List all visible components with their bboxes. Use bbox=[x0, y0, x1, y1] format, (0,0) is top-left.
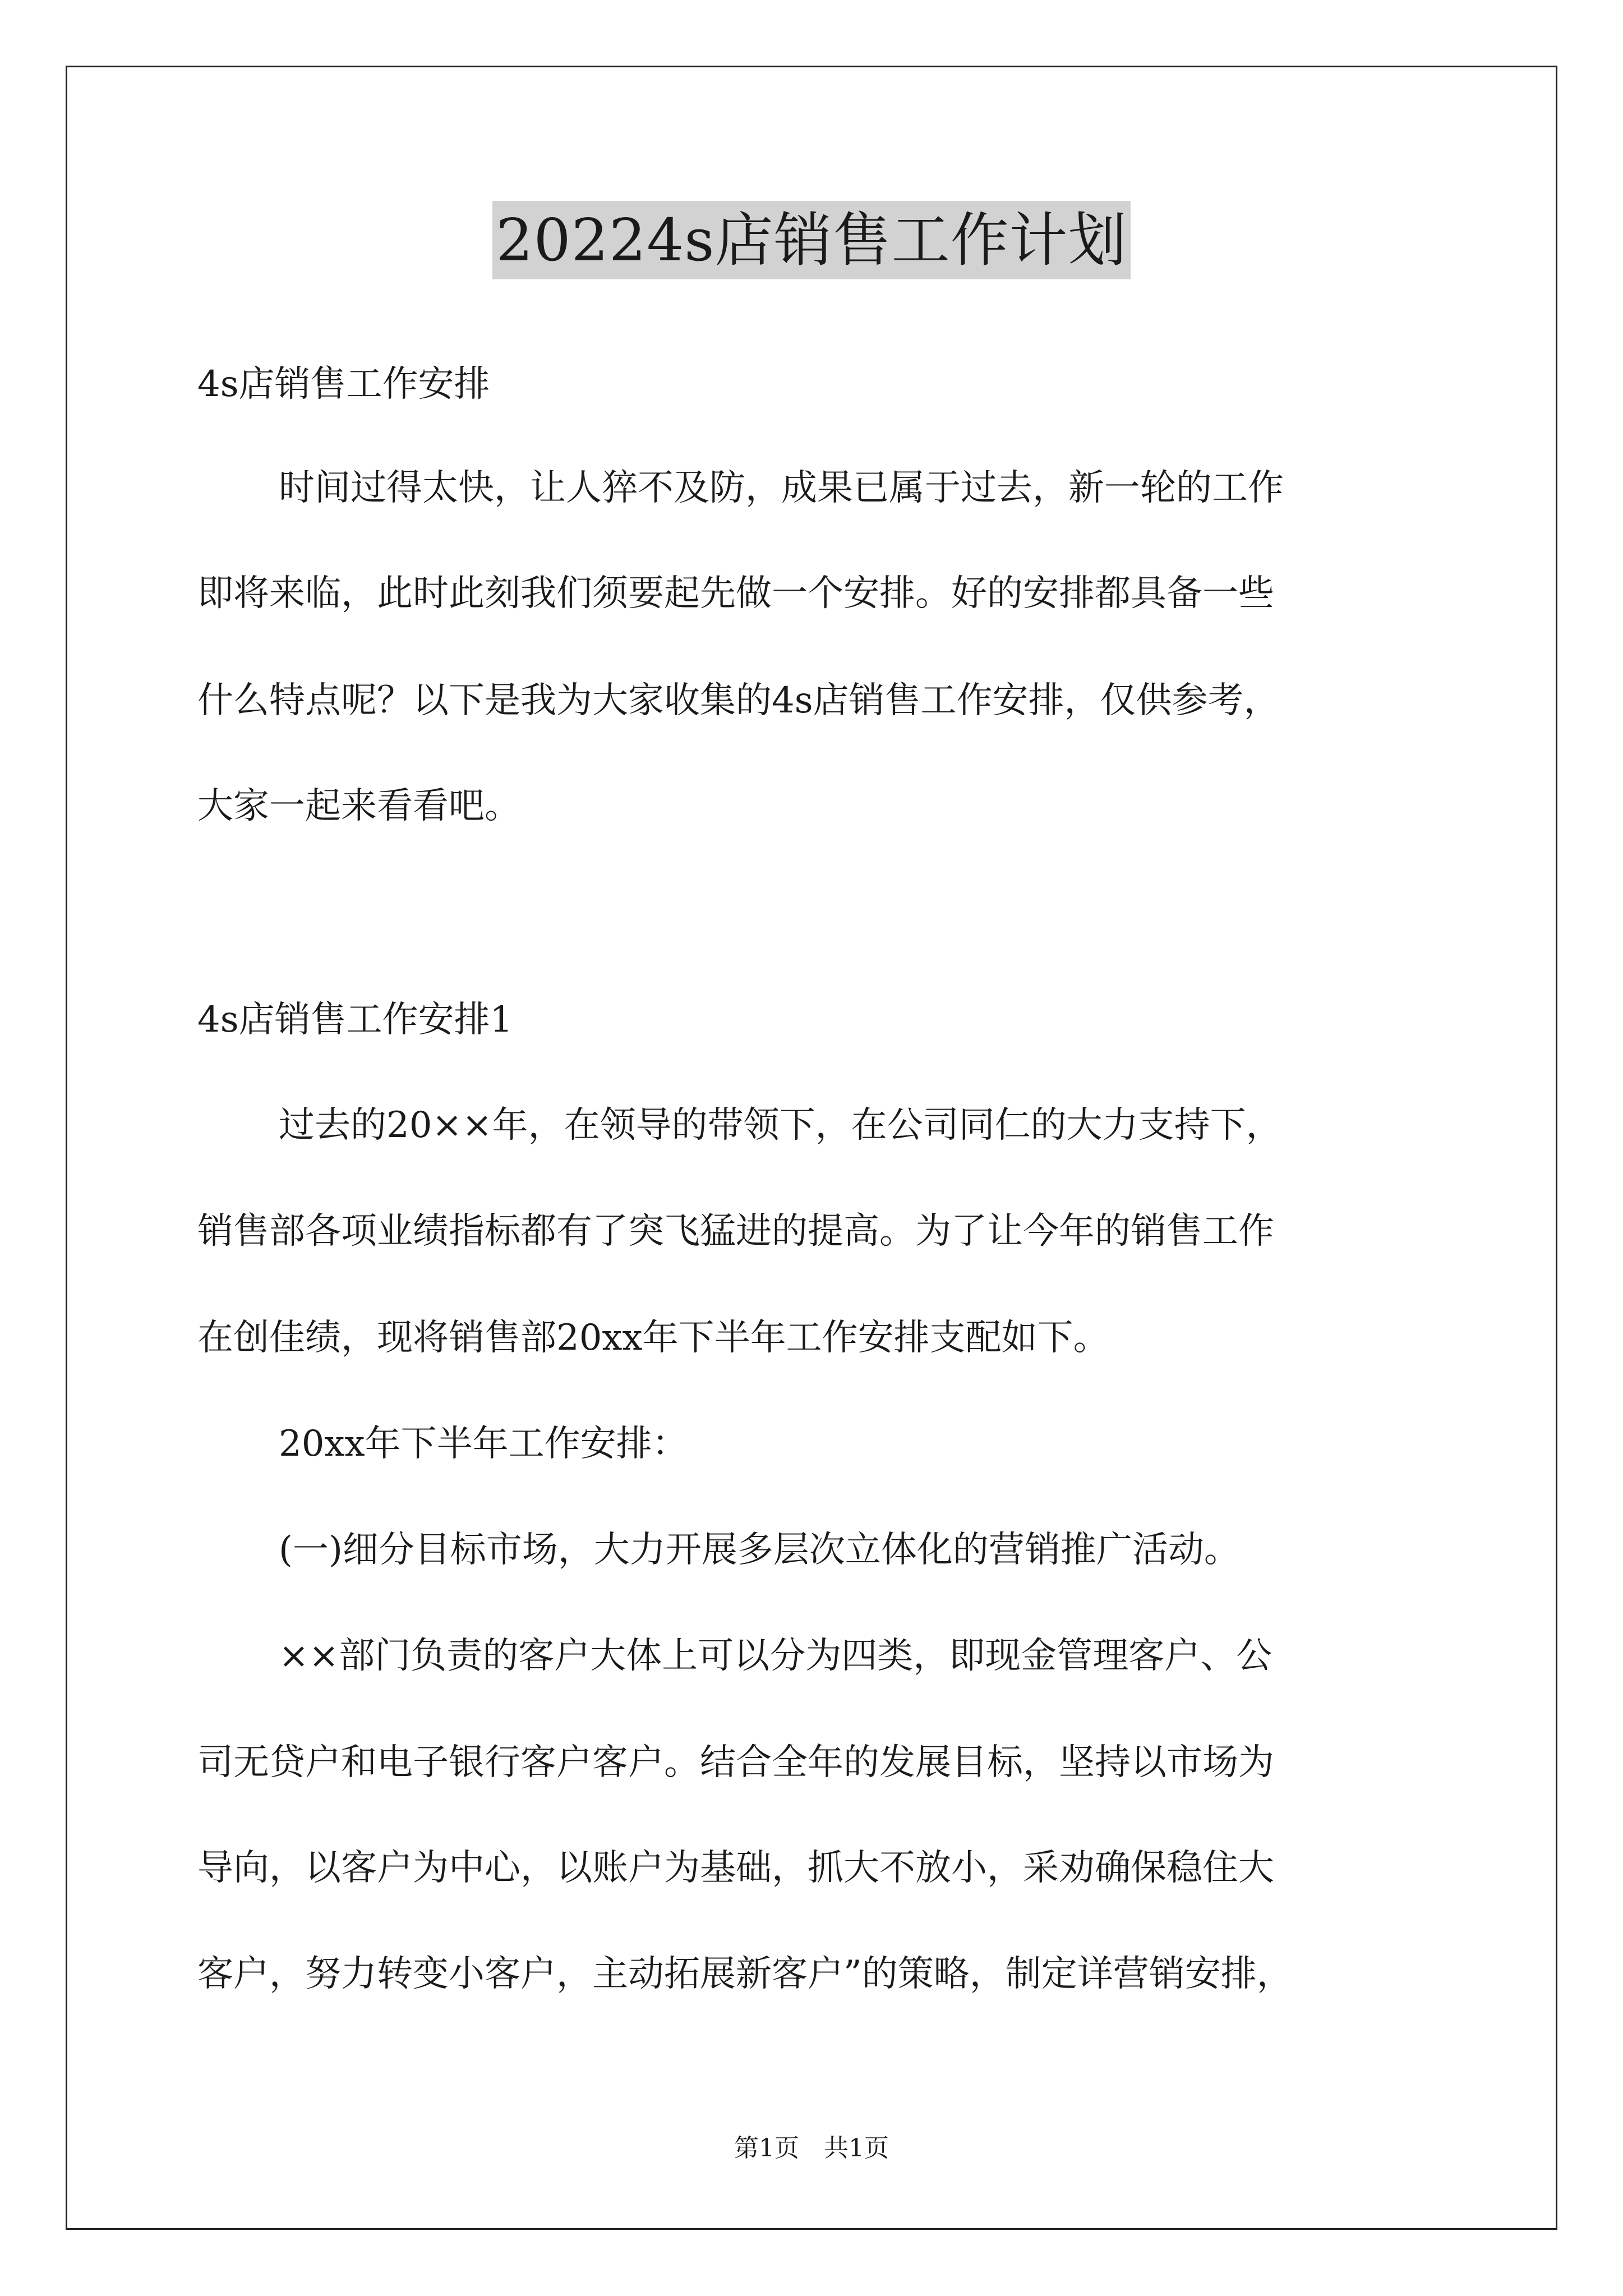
document-title: 20224s店销售工作计划 bbox=[492, 201, 1130, 279]
paragraph-line: 销售部各项业绩指标都有了突飞猛进的提高。为了让今年的销售工作 bbox=[197, 1211, 1274, 1252]
page-footer: 第1页 共1页 bbox=[734, 2134, 889, 2162]
section-heading: 4s店销售工作安排1 bbox=[197, 999, 513, 1041]
paragraph-line: 时间过得太快，让人猝不及防，成果已属于过去，新一轮的工作 bbox=[279, 467, 1284, 509]
paragraph-line: 导向，以客户为中心，以账户为基础，抓大不放小，采劝确保稳住大 bbox=[197, 1847, 1274, 1889]
paragraph-line: 大家一起来看看吧。 bbox=[197, 785, 520, 827]
paragraph-line: 什么特点呢？以下是我为大家收集的4s店销售工作安排，仅供参考， bbox=[197, 680, 1280, 721]
section-heading: 4s店销售工作安排 bbox=[197, 364, 490, 405]
paragraph-line: 过去的20××年，在领导的带领下，在公司同仁的大力支持下， bbox=[279, 1105, 1282, 1146]
title-container bbox=[0, 201, 1623, 279]
paragraph-line: 客户，努力转变小客户，主动拓展新客户”的策略，制定详营销安排， bbox=[197, 1953, 1293, 1995]
paragraph-line: 在创佳绩，现将销售部20xx年下半年工作安排支配如下。 bbox=[197, 1317, 1109, 1359]
paragraph-line: ××部门负责的客户大体上可以分为四类，即现金管理客户、公 bbox=[279, 1635, 1272, 1677]
paragraph-line: 司无贷户和电子银行客户客户。结合全年的发展目标，坚持以市场为 bbox=[197, 1742, 1274, 1783]
paragraph-line: 即将来临，此时此刻我们须要起先做一个安排。好的安排都具备一些 bbox=[197, 573, 1274, 614]
paragraph-line: 20xx年下半年工作安排： bbox=[279, 1423, 688, 1465]
paragraph-line: (一)细分目标市场，大力开展多层次立体化的营销推广活动。 bbox=[279, 1529, 1240, 1571]
